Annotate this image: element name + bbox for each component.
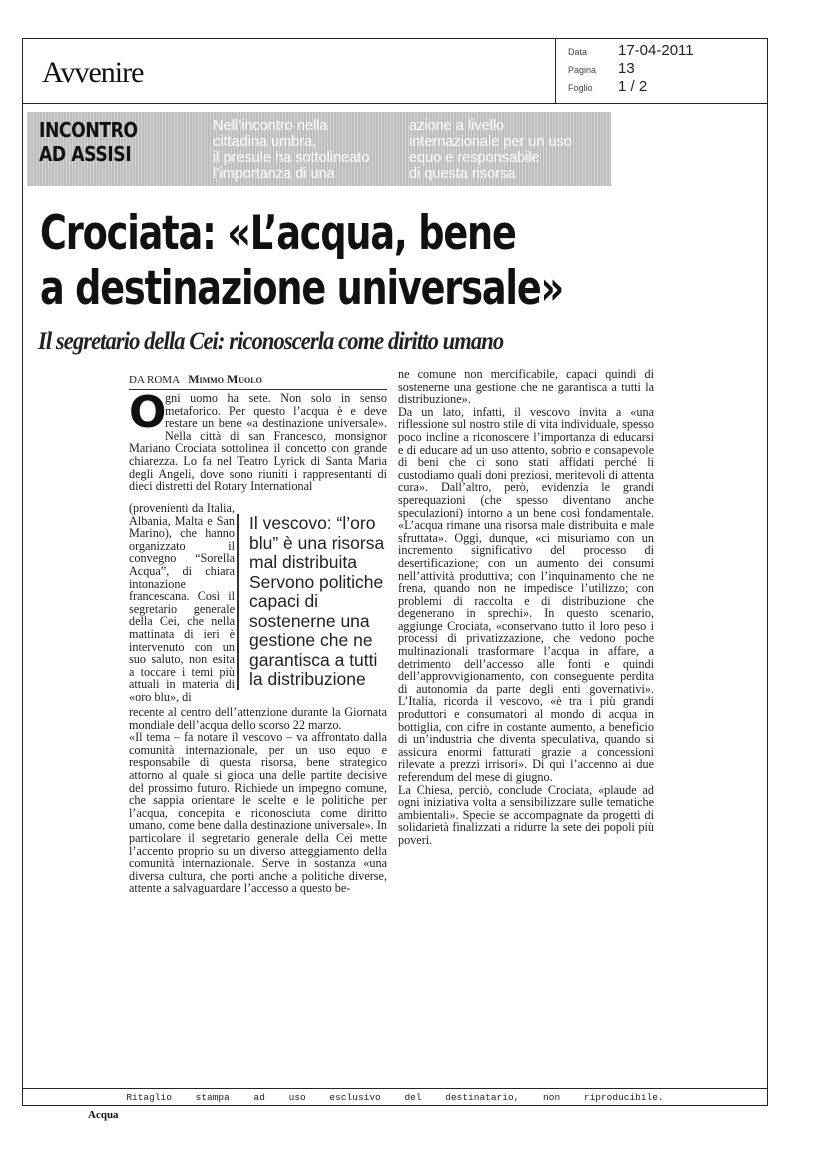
byline-author: Mimmo Muolo bbox=[188, 372, 262, 386]
article-column-1-bottom bbox=[129, 706, 387, 895]
kicker-text-left bbox=[213, 118, 369, 182]
source-tag: Acqua bbox=[88, 1109, 119, 1121]
kicker-text-line: l’importanza di una bbox=[213, 166, 335, 182]
kicker-text-line: Nell’incontro nella bbox=[213, 118, 328, 134]
date-label: Data bbox=[568, 47, 588, 57]
paragraph: «Il tema – fa notare il vescovo – va affrontato dalla comunità internazionale, per un uso equo e responsabile di questa risorsa, bene strategico attorno al quale si gioca una delle partite decisive del prossimo futuro. Richiede un impegno comune, che sappia orientare le scelte e le politiche per l’acqua, concepita e riconosciuta come diritto umano, come bene dalla destinazione universale». In particolare il segretario generale della Cei mette l’accento proprio su un diverso atteggiamento della comunità internazionale. Serve in sostanza «una diversa cultura, che porti anche a politiche diverse, attente a salvaguardare l’accesso a questo be- bbox=[129, 730, 387, 896]
kicker-banner bbox=[27, 112, 611, 186]
sheet-label: Foglio bbox=[568, 83, 593, 93]
kicker-text-right bbox=[409, 118, 572, 182]
page-value: 13 bbox=[618, 60, 635, 77]
footer-note: Ritaglio stampa ad uso esclusivo del destinatario, non riproducibile. bbox=[126, 1092, 664, 1103]
paragraph: (provenienti da Italia, Albania, Malta e San Marino), che hanno organizzato il convegno “Sorella Acqua”, di chiara intonazione francescana. Così il segretario generale della Cei, che nella mattinata di ieri è intervenuto con un suo saluto, non esita a toccare i temi più attuali in materia di «oro blu», di bbox=[129, 501, 235, 704]
byline bbox=[129, 372, 387, 390]
byline-place: DA ROMA bbox=[129, 374, 180, 386]
paragraph: Da un lato, infatti, il vescovo invita a «una riflessione sul nostro stile di vita individuale, spesso poco incline a riconoscere l’importanza di educarsi e di educare ad un uso attento, sobrio e consapevole di beni che ci sono stati affidati perché li custodiamo quali doni preziosi, meritevoli di attenta cura». Dall’altro, però, evidenzia le grandi sperequazioni (che spesso diventano anche speculazioni) intorno a un bene così fondamentale. «L’acqua rimane una risorsa male distribuita e male sfruttata». Oggi, dunque, «ci misuriamo con un incremento significativo del processo di desertificazione; con un aumento dei consumi nell’attività produttiva; con l’inquinamento che ne frena, quando non ne impedisce l’utilizzo; con problemi di raccolta e di distribuzione che degenerano in sprechi». In questo scenario, aggiunge Crociata, «conservano tutto il loro peso i processi di privatizzazione, che vedono poche multinazionali trasformare l’acqua in affare, a detrimento dell’accesso alle fonti e quindi dell’approvvigionamento, con conseguente perdita di autonomia da parte degli enti governativi». L’Italia, ricorda il vescovo, «è tra i più grandi produttori e consumatori al mondo di acqua in bottiglia, con cifre in costante aumento, a beneficio di un’industria che diventa speculativa, quando si assicura enormi fatturati grazie a concessioni rilevate a prezzi irrisori». Di qui l’accenno ai due referendum del mese di giugno. bbox=[398, 404, 654, 784]
clipping-metadata bbox=[555, 38, 769, 103]
headline-line: Crociata: «L’acqua, bene bbox=[40, 206, 516, 261]
sheet-value: 1 / 2 bbox=[618, 78, 648, 95]
headline-line: a destinazione universale» bbox=[40, 261, 564, 316]
headline bbox=[40, 206, 563, 316]
kicker-text-line: cittadina umbra, bbox=[213, 134, 317, 150]
footer-divider bbox=[22, 1088, 768, 1089]
paragraph: gni uomo ha sete. Non solo in senso metaforico. Per questo l’acqua è e deve restare un bene «a destinazione universale». Nella città di san Francesco, monsignor Mariano Crociata sottolinea il concetto con grande chiarezza. Lo fa nel Teatro Lyrick di Santa Maria degli Angeli, dove sono riuniti i rappresentanti di dieci distretti del Rotary International bbox=[129, 391, 387, 494]
newspaper-logo: Avvenire bbox=[42, 56, 144, 89]
article-column-2 bbox=[398, 368, 654, 847]
kicker-text-line: di questa risorsa bbox=[409, 166, 516, 182]
page-label: Pagina bbox=[568, 65, 597, 75]
header-divider bbox=[22, 103, 768, 104]
date-value: 17-04-2011 bbox=[618, 42, 694, 59]
kicker-title-line: INCONTRO bbox=[39, 118, 138, 142]
pullquote-rule bbox=[237, 514, 239, 690]
paragraph: ne comune non mercificabile, capaci quindi di sostenerne una gestione che ne garantisca a tutti la distribuzione». bbox=[398, 367, 654, 407]
kicker-text-line: equo e responsabile bbox=[409, 150, 540, 166]
subheadline: Il segretario della Cei: riconoscerla come diritto umano bbox=[38, 328, 504, 355]
pullquote: Il vescovo: “l’oro blu” è una risorsa mal distribuita Servono politiche capaci di sostenerne una gestione che ne garantisca a tutti la distribuzione bbox=[249, 513, 385, 689]
paragraph: recente al centro dell’attenzione durante la Giornata mondiale dell’acqua dello scorso 22 marzo. bbox=[129, 705, 387, 732]
drop-cap: O bbox=[129, 387, 167, 438]
kicker-title bbox=[39, 118, 138, 166]
kicker-text-line: azione a livello bbox=[409, 118, 505, 134]
kicker-title-line: AD ASSISI bbox=[39, 142, 132, 166]
paragraph: La Chiesa, perciò, conclude Crociata, «plaude ad ogni iniziativa volta a sensibilizzare sulle tematiche ambientali». Specie se accompagnate da progetti di solidarietà finalizzati a ridurre la sete dei popoli più poveri. bbox=[398, 782, 654, 847]
kicker-text-line: internazionale per un uso bbox=[409, 134, 572, 150]
article-column-1-top bbox=[129, 387, 387, 494]
article-column-1-narrow bbox=[129, 502, 235, 704]
kicker-text-line: il presule ha sottolineato bbox=[213, 150, 370, 166]
